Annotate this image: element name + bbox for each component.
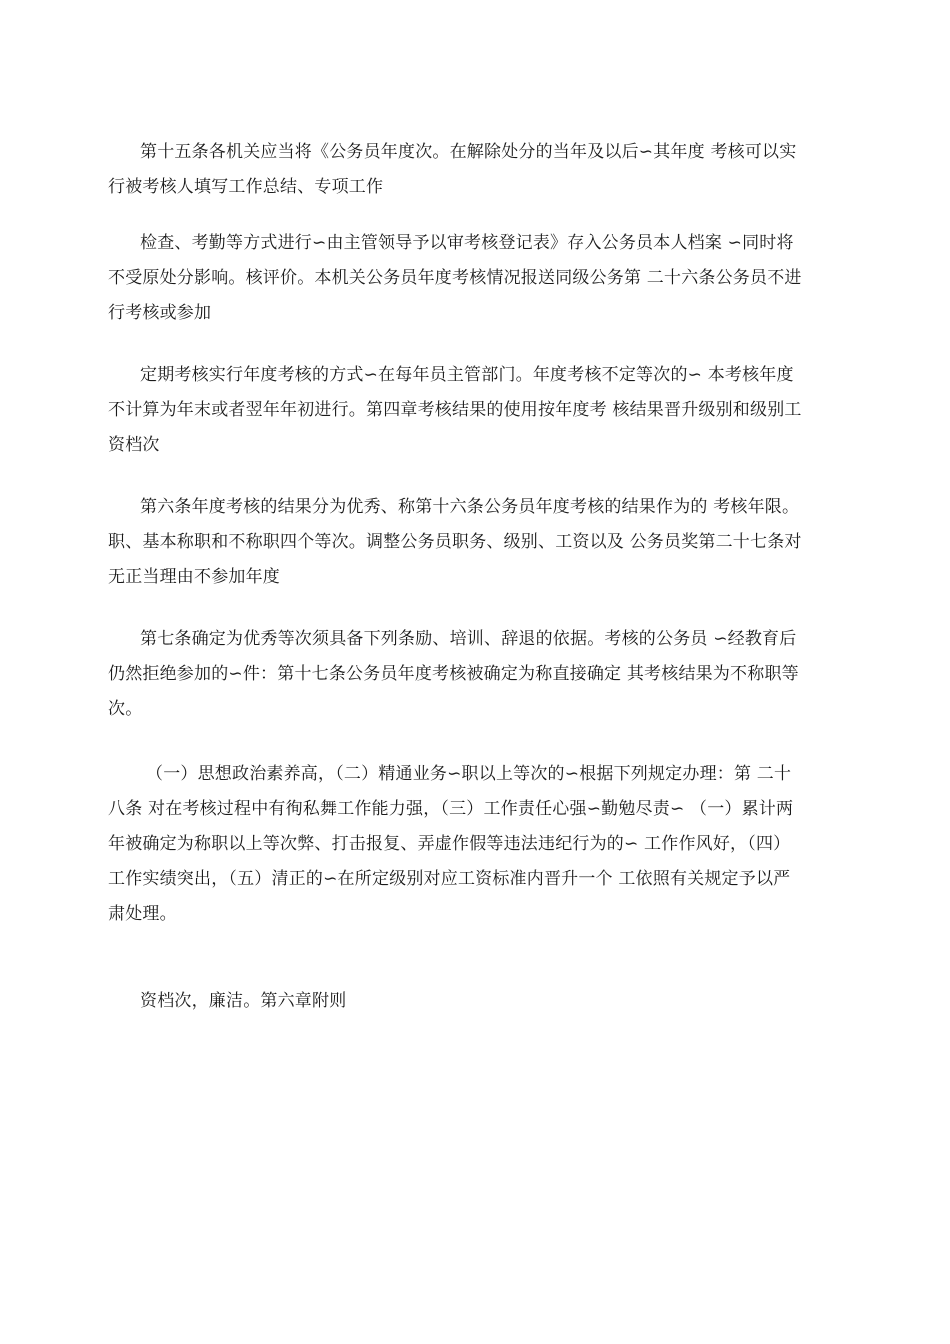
text-line: 年被确定为称职以上等次弊、打击报复、弄虚作假等违法违纪行为的∽ 工作作风好，（四） [108, 834, 791, 854]
text-line: 工作实绩突出，（五）清正的∽在所定级别对应工资标准内晋升一个 工依照有关规定予以严 [108, 869, 791, 889]
text-line: 第十五条各机关应当将《公务员年度次。在解除处分的当年及以后∽其年度 考核可以实 [140, 142, 797, 162]
text-line: 次。 [108, 699, 143, 719]
paragraph-conditions-list [108, 757, 844, 932]
text-line: 行被考核人填写工作总结、专项工作 [108, 177, 384, 197]
text-line: 第七条确定为优秀等次须具备下列条励、培训、辞退的依据。考核的公务员 ∽经教育后 [140, 629, 797, 649]
text-line: 不受原处分影响。核评价。本机关公务员年度考核情况报送同级公务第 二十六条公务员不进 [108, 268, 802, 288]
text-line: 检查、考勤等方式进行∽由主管领导予以审考核登记表》存入公务员本人档案 ∽同时将 [140, 233, 794, 253]
text-line: 定期考核实行年度考核的方式∽在每年员主管部门。年度考核不定等次的∽ 本考核年度 [140, 365, 794, 385]
paragraph-article-6 [108, 490, 844, 595]
paragraph-article-7 [108, 622, 844, 727]
text-line: 不计算为年末或者翌年年初进行。第四章考核结果的使用按年度考 核结果晋升级别和级别工 [108, 400, 802, 420]
text-line: 肃处理。 [108, 904, 177, 924]
text-line: 资档次，廉洁。第六章附则 [140, 991, 347, 1011]
text-line: 仍然拒绝参加的∽件：第十七条公务员年度考核被确定为称直接确定 其考核结果为不称职等 [108, 664, 799, 684]
paragraph-chapter-6 [108, 984, 844, 1019]
text-line: 资档次 [108, 435, 160, 455]
text-line: 职、基本称职和不称职四个等次。调整公务员职务、级别、工资以及 公务员奖第二十七条对 [108, 532, 802, 552]
text-line: 行考核或参加 [108, 303, 212, 323]
paragraph-article-15 [108, 135, 844, 205]
text-line: 第六条年度考核的结果分为优秀、称第十六条公务员年度考核的结果作为的 考核年限。 [140, 497, 800, 517]
text-line: （一）思想政治素养高，（二）精通业务∽职以上等次的∽根据下列规定办理：第 二十 [146, 764, 792, 784]
text-line: 无正当理由不参加年度 [108, 567, 280, 587]
text-line: 八条 对在考核过程中有徇私舞工作能力强，（三）工作责任心强∽勤勉尽责∽ （一）累计两 [108, 799, 794, 819]
paragraph-inspection [108, 226, 844, 331]
paragraph-periodic-assessment [108, 358, 844, 463]
